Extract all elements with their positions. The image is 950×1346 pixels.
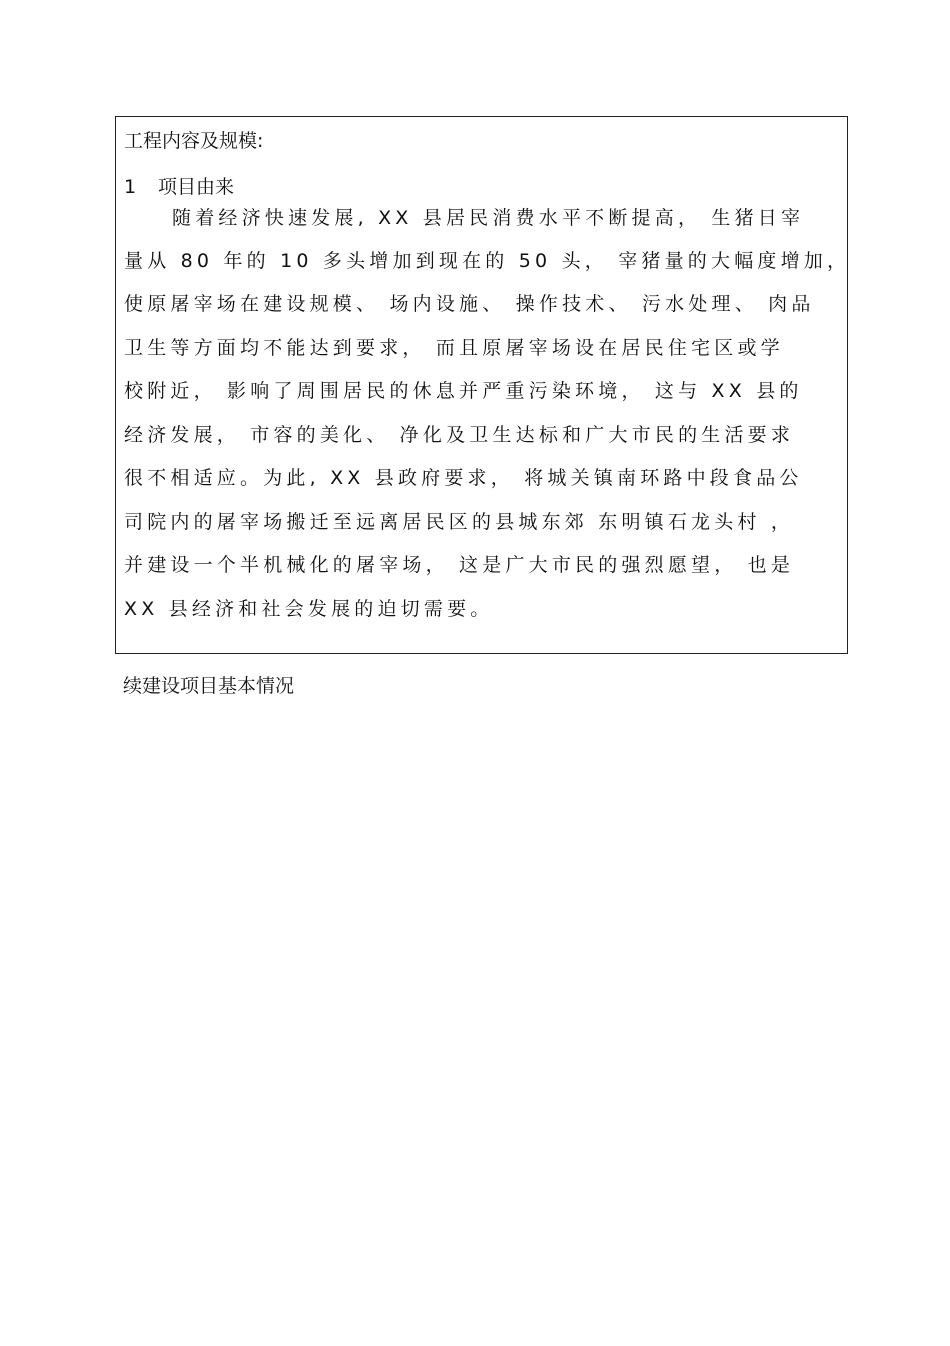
paragraph-line: 经济发展， 市容的美化、 净化及卫生达标和广大市民的生活要求: [124, 424, 795, 446]
paragraph-line: 司院内的屠宰场搬迁至远离居民区的县城东郊 东明镇石龙头村 ，: [124, 511, 795, 533]
paragraph-line: 很不相适应。为此, XX 县政府要求， 将城关镇南环路中段食品公: [124, 467, 803, 489]
section-heading: [124, 174, 234, 200]
paragraph-line: XX 县经济和社会发展的迫切需要。: [124, 598, 494, 620]
section-number: 1: [124, 176, 137, 198]
content-scale-heading: 工程内容及规模:: [124, 130, 264, 152]
paragraph-line: 卫生等方面均不能达到要求， 而且原屠宰场设在居民住宅区或学: [124, 337, 784, 359]
paragraph-line: 使原屠宰场在建设规模、 场内设施、 操作技术、 污水处理、 肉品: [124, 293, 815, 315]
paragraph-line: 校附近， 影响了周围居民的休息并严重污染环境， 这与 XX 县的: [124, 380, 803, 402]
paragraph-line: 量从 80 年的 10 多头增加到现在的 50 头， 宰猪量的大幅度增加，: [124, 250, 851, 272]
paragraph-line: 并建设一个半机械化的屠宰场， 这是广大市民的强烈愿望， 也是: [124, 554, 795, 576]
continued-section-title: 续建设项目基本情况: [123, 675, 295, 697]
paragraph-line: 随着经济快速发展, XX 县居民消费水平不断提高， 生猪日宰: [172, 207, 805, 229]
section-title: 项目由来: [158, 176, 235, 198]
project-content-box: [115, 116, 851, 654]
